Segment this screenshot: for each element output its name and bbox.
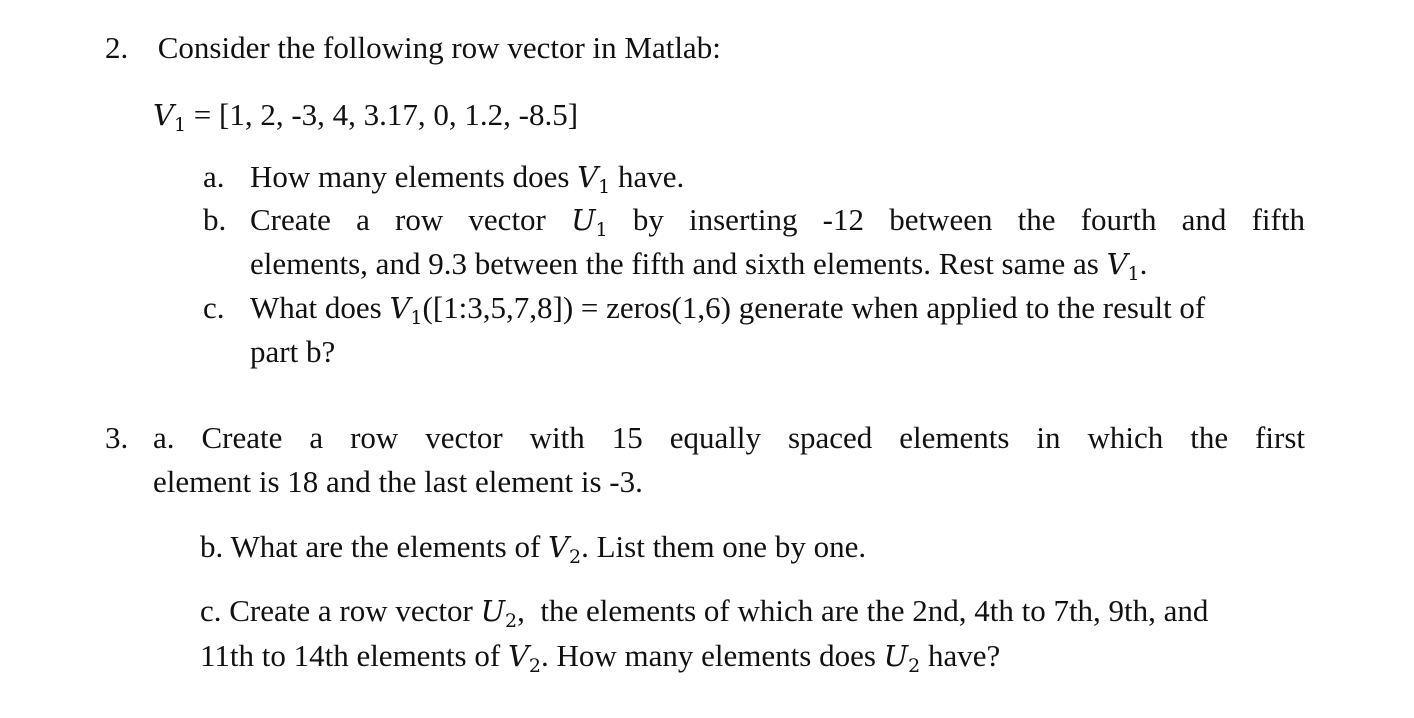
q2-part-c-line2: part b? xyxy=(250,334,336,369)
symbol-v1: $V_1$ xyxy=(1106,247,1140,285)
symbol-u2: $U_2$ xyxy=(883,639,921,677)
symbol-v1: $V_1$ xyxy=(577,160,611,198)
q2-part-b-line1: Create a row vector $U_1$ by inserting -12 between the fourth and fifth xyxy=(250,202,1305,241)
q3-part-c-line1: c. Create a row vector $U_2$, the elements of which are the 2nd, 4th to 7th, 9th, and xyxy=(200,593,1209,632)
q3-part-b-text: b. What are the elements of $V_2$. List them one by one. xyxy=(200,529,867,568)
q2-stem: Consider the following row vector in Matlab: xyxy=(157,30,721,65)
q2-part-a-text: How many elements does $V_1$ have. xyxy=(250,159,685,198)
q3-number: 3. xyxy=(105,420,129,455)
symbol-v1: $V_1$ xyxy=(389,291,423,329)
vector-symbol-v1: $V_1$ xyxy=(153,98,187,136)
symbol-u1: $U_1$ xyxy=(571,203,608,241)
q2-part-b-line2: elements, and 9.3 between the fifth and sixth elements. Rest same as $V_1$. xyxy=(250,246,1148,285)
q2-stem-line xyxy=(105,28,721,68)
symbol-u2: $U_2$ xyxy=(480,594,518,632)
vector-values: = [1, 2, -3, 4, 3.17, 0, 1.2, -8.5] xyxy=(186,97,579,132)
q2-part-a-label: a. xyxy=(203,159,225,194)
symbol-v2: $V_2$ xyxy=(548,530,582,568)
q2-part-c-label: c. xyxy=(203,290,225,325)
q3-part-c-line2: 11th to 14th elements of $V_2$. How many elements does $U_2$ have? xyxy=(200,638,1001,677)
q2-part-c-line1: What does $V_1([1:3,5,7,8])$ = zeros(1,6) generate when applied to the result of xyxy=(250,290,1206,329)
q2-part-b-label: b. xyxy=(203,202,227,237)
symbol-v2: $V_2$ xyxy=(507,639,541,677)
q2-vector-definition xyxy=(153,95,578,135)
q2-number: 2. xyxy=(105,30,129,65)
q3-part-a-line2: element is 18 and the last element is -3. xyxy=(153,464,643,499)
q3-part-a-line1: a. Create a row vector with 15 equally spaced elements in which the first xyxy=(153,420,1305,455)
